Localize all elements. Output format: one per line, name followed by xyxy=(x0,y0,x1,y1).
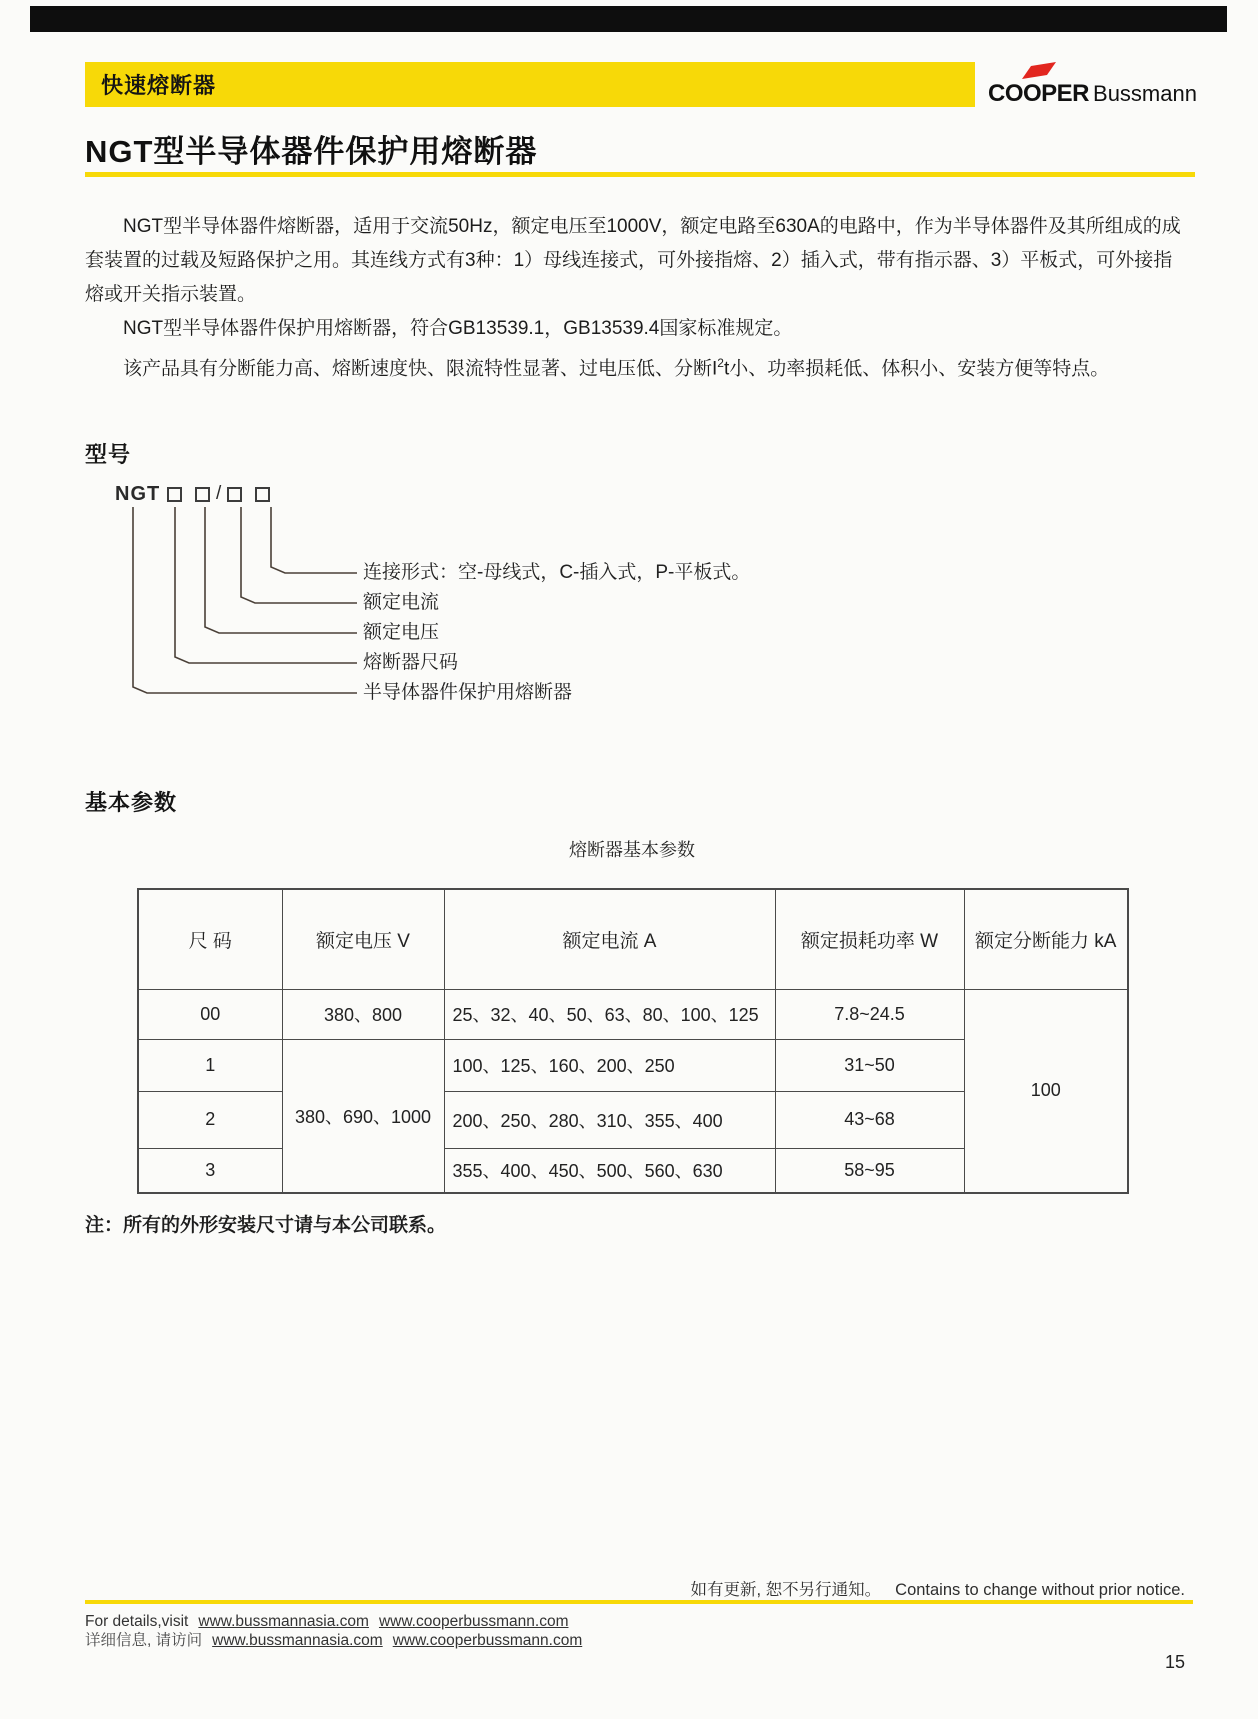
table-note: 注：所有的外形安装尺寸请与本公司联系。 xyxy=(85,1215,447,1236)
cell-power: 58~95 xyxy=(775,1148,964,1193)
cell-voltage: 380、800 xyxy=(282,989,444,1039)
cell-current: 100、125、160、200、250 xyxy=(444,1039,775,1091)
col-header-voltage: 额定电压 V xyxy=(282,889,444,989)
intro-paragraph-1: NGT型半导体器件熔断器，适用于交流50Hz，额定电压至1000V，额定电路至630A的电路中，作为半导体器件及其所组成的成套装置的过载及短路保护之用。其连线方式有3种：1）母线连接式，可外接指熔、2）插入式，带有指示器、3）平板式，可外接指熔或开关指示装置。 xyxy=(85,216,1181,305)
diagram-label-semiconductor-fuse: 半导体器件保护用熔断器 xyxy=(363,682,573,703)
cell-current: 25、32、40、50、63、80、100、125 xyxy=(444,989,775,1039)
cell-voltage-merged: 380、690、1000 xyxy=(282,1039,444,1193)
change-notice-cn: 如有更新, 恕不另行通知。 xyxy=(690,1581,882,1599)
links-prefix-en: For details,visit xyxy=(85,1613,189,1630)
cell-size: 2 xyxy=(138,1091,282,1148)
cell-power: 7.8~24.5 xyxy=(775,989,964,1039)
cell-size: 3 xyxy=(138,1148,282,1193)
col-header-size: 尺 码 xyxy=(138,889,282,989)
cell-power: 31~50 xyxy=(775,1039,964,1091)
code-slash: / xyxy=(216,483,222,504)
model-section-heading: 型号 xyxy=(85,442,132,467)
link-cooperbussmann[interactable]: www.cooperbussmann.com xyxy=(378,1613,569,1630)
intro-text xyxy=(85,210,1183,386)
cell-power: 43~68 xyxy=(775,1091,964,1148)
diagram-label-fuse-size: 熔断器尺码 xyxy=(363,652,459,673)
brand-cooper: COOPER xyxy=(988,80,1090,107)
diagram-label-rated-voltage: 额定电压 xyxy=(363,622,440,643)
brand-bussmann: Bussmann xyxy=(1093,81,1197,106)
intro-paragraph-2: NGT型半导体器件保护用熔断器，符合GB13539.1，GB13539.4国家标准规定。 xyxy=(123,318,793,339)
basic-parameters-table xyxy=(137,888,1129,1194)
superscript-2: 2 xyxy=(717,356,724,370)
footer-links xyxy=(85,1612,582,1650)
links-prefix-cn: 详细信息, 请访问 xyxy=(85,1632,203,1649)
change-notice-en: Contains to change without prior notice. xyxy=(895,1581,1185,1599)
cell-size: 00 xyxy=(138,989,282,1039)
model-code-diagram xyxy=(115,483,875,715)
model-code-prefix: NGT xyxy=(115,482,161,505)
col-header-power: 额定损耗功率 W xyxy=(775,889,964,989)
col-header-breaking: 额定分断能力 kA xyxy=(964,889,1128,989)
category-label: 快速熔断器 xyxy=(101,73,217,98)
brand-logo xyxy=(988,60,1208,106)
link-bussmannasia-cn[interactable]: www.bussmannasia.com xyxy=(212,1632,383,1649)
cell-current: 355、400、450、500、560、630 xyxy=(444,1148,775,1193)
page-number: 15 xyxy=(1164,1652,1185,1672)
table-row xyxy=(138,989,1128,1039)
diagram-label-connection: 连接形式：空-母线式，C-插入式，P-平板式。 xyxy=(363,562,751,583)
cell-size: 1 xyxy=(138,1039,282,1091)
link-bussmannasia[interactable]: www.bussmannasia.com xyxy=(198,1613,369,1630)
col-header-current: 额定电流 A xyxy=(444,889,775,989)
table-caption: 熔断器基本参数 xyxy=(569,840,695,860)
table-header-row xyxy=(138,889,1128,989)
category-header-bar xyxy=(85,62,975,107)
title-underline xyxy=(85,172,1195,177)
cell-current: 200、250、280、310、355、400 xyxy=(444,1091,775,1148)
diagram-label-rated-current: 额定电流 xyxy=(363,592,440,613)
page-title: NGT型半导体器件保护用熔断器 xyxy=(85,134,538,169)
cell-breaking-capacity: 100 xyxy=(964,989,1128,1193)
top-black-scan-bar xyxy=(30,6,1227,32)
footer-yellow-rule xyxy=(85,1600,1193,1604)
link-cooperbussmann-cn[interactable]: www.cooperbussmann.com xyxy=(392,1632,583,1649)
change-notice xyxy=(600,1576,1185,1600)
params-section-heading: 基本参数 xyxy=(85,790,178,815)
intro-paragraph-3: 该产品具有分断能力高、熔断速度快、限流特性显著、过电压低、分断$I^2t$小、功率损耗低、体积小、安装方便等特点。 xyxy=(123,356,1110,380)
